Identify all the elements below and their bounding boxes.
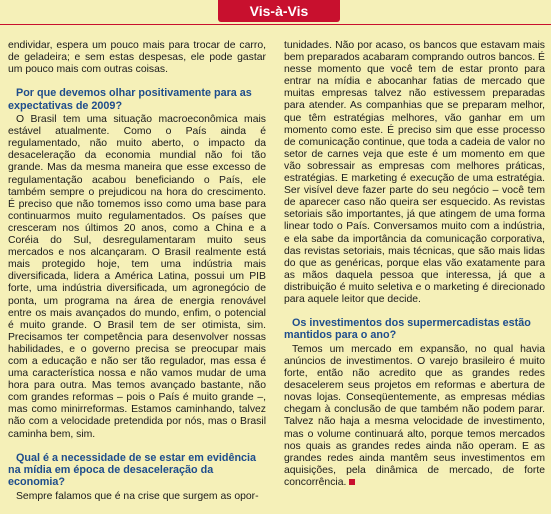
right-column xyxy=(284,40,545,489)
paragraph: tunidades. Não por acaso, os bancos que estavam mais bem preparados acabaram comprando outros bancos. É nesse momento que você tem de estar pronto para entrar na mídia e abocanhar fatias de mercado que muitas empresas talvez não estivessem preparadas para atender. As companhias que se preparam melhor, que têm estratégias melhores, vão ganhar em um momento como este. É preciso sim que esse processo de comunicação continue, que toda a cadeia de valor no setor de carnes veja que este é um momento em que vão sobressair as empresas com melhores práticas, estratégias. E marketing é execução de uma estratégia. Ser visível deve fazer parte do seu negócio – você tem de aparecer caso não queira ser esquecido. As revistas setoriais são importantes, já que atingem de uma forma linear todo o País. Conversamos muito com a indústria, e ela sabe da importância da comunicação corporativa, das revistas setoriais, mais técnicas, que são mais lidas do que as genéricas, porque elas vão exatamente para as mãos daquela pessoa que interessa, já que a distribuição é muito seletiva e o marketing é direcionado para aquele leitor que decide. xyxy=(284,40,545,305)
section-header xyxy=(0,0,551,25)
left-column xyxy=(8,40,266,503)
section-title: Vis-à-Vis xyxy=(218,0,340,22)
final-paragraph-text: Temos um mercado em expansão, no qual havia anúncios de investimentos. O varejo brasileiro é muito forte, então não acredito que as grandes redes desacelerem seus projetos em reformas e abertura de novas lojas. Conseqüentemente, as empresas médias chegam à conclusão de que também não podem parar. Talvez não haja a mesma velocidade de investimento, mas o volume continuará alto, porque temos mercados nos quais as grandes redes ainda não operam. E as grandes redes ainda mantêm seus investimentos em aquisições, pela dinâmica de mercado, de forte concorrência. xyxy=(284,343,545,488)
question-heading: Por que devemos olhar positivamente para as expectativas de 2009? xyxy=(8,87,252,112)
question-heading: Qual é a necessidade de se estar em evidência na mídia em época de desaceleração da economia? xyxy=(8,451,257,489)
paragraph: O Brasil tem uma situação macroeconômica mais estável atualmente. Como o País ainda é regulamentado, não muito aberto, o impacto da desaceleração da economia mundial não foi tão grande. Mas da mesma maneira que esse excesso de regulamentação acabou beneficiando o País, ele também sempre o prejudicou na hora do crescimento. É preciso que não tomemos isso como uma base para continuarmos muito regulamentados. Os países que cresceram nos últimos 20 anos, como a China e a Coréia do Sul, desregulamentaram muito seus mercados e nos alcançaram. O Brasil realmente está mais protegido hoje, tem uma indústria mais diversificada, lidera a América Latina, possui um PIB forte, uma indústria diversificada, um agronegócio de ponta, um programa na área de energia renovável entre os mais avançados do mundo, enfim, o potencial é muito grande. O Brasil tem de ser otimista, sim. Precisamos ter competência para desenvolver nossas habilidades, e o governo precisa se preocupar mais com a educação e não ser tão regulador, mas essa é uma característica nossa e não vamos mudar de uma hora para outra. Mas temos avançado bastante, não com grandes reformas – pois o País é muito grande –, mas como minirreformas. Estamos caminhando, talvez não com a velocidade pretendida por nós, mas o Brasil caminha bem, sim. xyxy=(8,114,266,440)
paragraph: Sempre falamos que é na crise que surgem as opor- xyxy=(16,490,259,502)
paragraph: endividar, espera um pouco mais para trocar de carro, de geladeira; e sem estas despesas, ele pode gastar um pouco mais com outras coisas. xyxy=(8,40,266,76)
question-heading: Os investimentos dos supermercadistas estão mantidos para o ano? xyxy=(284,317,531,342)
end-of-article-square-icon xyxy=(349,479,355,485)
final-paragraph xyxy=(284,344,545,489)
